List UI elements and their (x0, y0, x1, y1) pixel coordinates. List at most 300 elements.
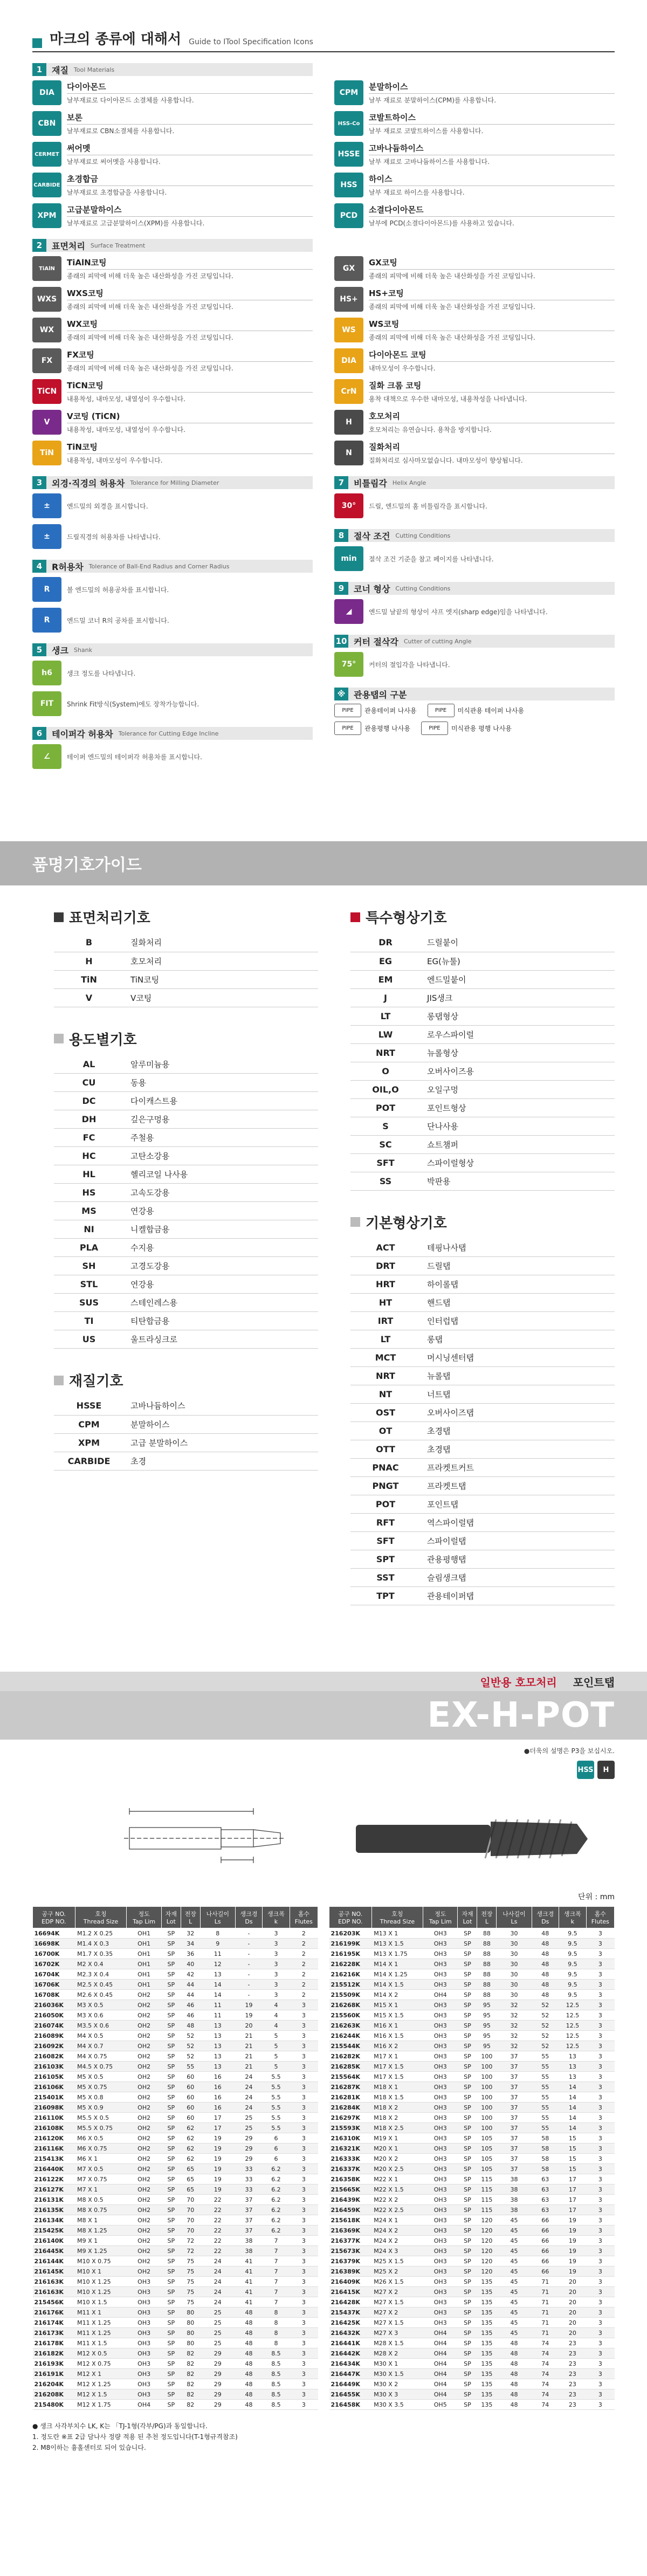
spec-badge-icon: R (32, 577, 61, 602)
table-cell: 70 (181, 2225, 200, 2236)
table-cell: OH4 (423, 2359, 458, 2369)
table-cell: 3 (586, 2297, 614, 2307)
table-cell: 7 (263, 2246, 290, 2256)
table-row (329, 2000, 615, 2010)
table-cell: OH2 (127, 2174, 161, 2185)
table-cell: SP (161, 2010, 181, 2021)
table-cell: 216163K (33, 2287, 75, 2297)
code-guide-section (0, 841, 647, 1672)
table-cell: 100 (477, 2082, 497, 2092)
table-cell: 23 (559, 2359, 587, 2369)
table-cell: 88 (477, 1980, 497, 1990)
column-header: 정도 Tap Lim (127, 1907, 161, 1928)
legend-row-body (61, 616, 313, 625)
code-key: CU (54, 1074, 124, 1092)
table-cell: 80 (181, 2307, 200, 2318)
table-cell: 216228K (329, 1959, 372, 1969)
legend-group (32, 727, 313, 770)
table-cell: SP (161, 2174, 181, 2185)
code-value: 뉴롤탭 (421, 1367, 615, 1385)
table-cell: SP (161, 2205, 181, 2215)
table-cell: 65 (181, 2185, 200, 2195)
legend-item-desc: 엔드밀 코너 R의 공차를 표시합니다. (67, 616, 169, 624)
table-cell: 216216K (329, 1969, 372, 1980)
table-row (329, 2225, 615, 2236)
spec-badge-icon: WX (32, 318, 61, 342)
code-value: 오일구멍 (421, 1080, 615, 1098)
code-value: 테핑나사탭 (421, 1239, 615, 1257)
table-cell: OH3 (423, 2174, 458, 2185)
pipe-item-text: 관용테이퍼 나사용 (364, 707, 417, 715)
legend-item-name: TiCN코팅 (67, 380, 313, 393)
table-cell: OH4 (423, 2348, 458, 2359)
header-row (33, 1907, 318, 1928)
column-header: 자재 Lot (161, 1907, 181, 1928)
legend-row-body (363, 660, 615, 669)
legend-group (32, 476, 313, 550)
legend-row-body (61, 380, 313, 403)
table-cell: 32 (181, 1928, 200, 1939)
table-cell: 135 (477, 2359, 497, 2369)
table-cell: 74 (532, 2379, 559, 2389)
table-cell: SP (458, 2164, 477, 2174)
table-cell: 3 (586, 2307, 614, 2318)
table-cell: M15 X 1.5 (371, 2010, 423, 2021)
code-value: 수지용 (124, 1239, 318, 1257)
table-cell: 216144K (33, 2256, 75, 2266)
table-cell: 19 (559, 2256, 587, 2266)
table-cell: 72 (181, 2236, 200, 2246)
code-row (350, 952, 615, 970)
code-row (350, 1275, 615, 1294)
spec-badge-icon: ± (32, 524, 61, 549)
table-cell: OH2 (127, 2154, 161, 2164)
table-cell: 3 (290, 2082, 318, 2092)
legend-item-desc: 생크 정도를 나타냅니다. (67, 669, 136, 677)
table-cell: 3 (586, 2174, 614, 2185)
table-cell: 48 (235, 2348, 262, 2359)
table-cell: 74 (532, 2389, 559, 2400)
table-cell: - (235, 1990, 262, 2000)
table-cell: - (235, 1969, 262, 1980)
table-cell: 216297K (329, 2113, 372, 2123)
table-row (329, 2041, 615, 2051)
footnote: 2. M8이하는 흉홀센터로 되어 있습니다. (32, 2444, 146, 2451)
guide-title: 품명기호가이드 (32, 856, 142, 875)
table-cell: 16 (200, 2082, 235, 2092)
table-cell: 19 (559, 2236, 587, 2246)
table-row (33, 2041, 318, 2051)
table-cell: - (235, 1949, 262, 1959)
table-cell: 3 (586, 2021, 614, 2031)
table-cell: 7 (263, 2277, 290, 2287)
table-cell: M18 X 1.5 (371, 2092, 423, 2103)
table-cell: SP (161, 2246, 181, 2256)
table-cell: 29 (200, 2389, 235, 2400)
table-cell: 8.5 (263, 2389, 290, 2400)
table-cell: 3 (586, 2266, 614, 2277)
table-cell: 62 (181, 2123, 200, 2133)
table-row (329, 1959, 615, 1969)
legend-row (32, 141, 313, 168)
table-cell: 216244K (329, 2031, 372, 2041)
table-row (329, 2133, 615, 2144)
table-cell: 13 (200, 2041, 235, 2051)
table-cell: - (235, 1959, 262, 1969)
table-cell: 33 (235, 2185, 262, 2195)
table-cell: 12.5 (559, 2010, 587, 2021)
table-cell: 8 (200, 1928, 235, 1939)
table-cell: M24 X 1 (371, 2215, 423, 2225)
table-cell: 3 (290, 2062, 318, 2072)
table-cell: 100 (477, 2051, 497, 2062)
table-row (329, 1980, 615, 1990)
table-cell: 9.5 (559, 1928, 587, 1939)
table-cell: SP (458, 2072, 477, 2082)
table-cell: 66 (532, 2266, 559, 2277)
table-cell: 24 (235, 2092, 262, 2103)
icon-legend-section (0, 0, 647, 841)
legend-item-name: 초경합금 (67, 173, 313, 186)
table-cell: M12 X 1.25 (75, 2379, 127, 2389)
table-row (33, 2072, 318, 2082)
table-cell: 8 (263, 2318, 290, 2328)
table-row (33, 2205, 318, 2215)
table-cell: SP (161, 2236, 181, 2246)
guide-right-column (350, 907, 615, 1627)
table-row (329, 2195, 615, 2205)
table-cell: 13 (559, 2051, 587, 2062)
table-cell: SP (458, 2185, 477, 2195)
code-key: TI (54, 1312, 124, 1330)
table-cell: 95 (477, 2000, 497, 2010)
code-row (350, 1294, 615, 1312)
table-cell: 216389K (329, 2266, 372, 2277)
code-row (54, 1433, 318, 1452)
table-cell: 8 (263, 2328, 290, 2338)
table-cell: M13 X 1 (371, 1928, 423, 1939)
table-cell: 22 (200, 2215, 235, 2225)
group-header (334, 688, 615, 700)
code-value: 깊은구멍용 (124, 1110, 318, 1129)
table-cell: 120 (477, 2246, 497, 2256)
table-cell: 135 (477, 2369, 497, 2379)
group-title: 표면처리 (52, 241, 85, 251)
table-cell: 4 (263, 2010, 290, 2021)
code-row (350, 1257, 615, 1275)
tap-diagram-icon (32, 1790, 615, 1887)
table-cell: 216459K (329, 2205, 372, 2215)
table-cell: SP (458, 2031, 477, 2041)
special-shape-section (350, 907, 615, 1191)
code-value: 울트라싱크로 (124, 1330, 318, 1349)
table-cell: M18 X 2.5 (371, 2123, 423, 2133)
code-value: JIS생크 (421, 988, 615, 1007)
pipe-tag-icon: PIPE (334, 704, 361, 717)
code-row (350, 1117, 615, 1135)
group-number: 3 (32, 476, 46, 489)
legend-row (334, 545, 615, 572)
table-cell: 17 (559, 2185, 587, 2195)
code-key: HSSE (54, 1397, 124, 1415)
pipe-tag-icon: PIPE (421, 722, 448, 735)
legend-row (32, 409, 313, 436)
table-cell: M8 X 1.25 (75, 2225, 127, 2236)
legend-row-body (363, 410, 615, 434)
group-number: 5 (32, 643, 46, 656)
table-row (329, 1949, 615, 1959)
table-cell: M11 X 1 (75, 2307, 127, 2318)
table-cell: 71 (532, 2328, 559, 2338)
legend-item-desc: 날부 재료로 고바나듐하이스를 사용합니다. (369, 158, 490, 166)
code-row (350, 1007, 615, 1025)
code-key: LW (350, 1025, 421, 1043)
table-cell: OH2 (127, 2092, 161, 2103)
table-cell: OH3 (423, 1969, 458, 1980)
spec-badge-icon: TiAlN (32, 256, 61, 281)
table-cell: M14 X 2 (371, 1990, 423, 2000)
table-cell: OH1 (127, 1928, 161, 1939)
table-cell: 14 (200, 1980, 235, 1990)
table-cell: 3 (586, 2195, 614, 2205)
table-cell: 52 (532, 2010, 559, 2021)
table-cell: SP (458, 2113, 477, 2123)
code-row (54, 1312, 318, 1330)
table-cell: 14 (559, 2082, 587, 2092)
table-cell: 19 (559, 2246, 587, 2256)
legend-group (32, 239, 313, 466)
spec-badge-icon: ◢ (334, 599, 363, 624)
table-cell: M10 X 1.5 (75, 2297, 127, 2307)
table-cell: M6 X 1 (75, 2154, 127, 2164)
table-row (329, 2051, 615, 2062)
legend-item-desc: 날부에 PCD(소결다이아몬드)를 사용하고 있습니다. (369, 219, 514, 227)
table-cell: 88 (477, 1949, 497, 1959)
table-cell: 216131K (33, 2195, 75, 2205)
table-cell: 23 (559, 2379, 587, 2389)
table-cell: SP (458, 2287, 477, 2297)
product-note: ●더욱의 설명은 P3을 보십시오. (524, 1747, 615, 1755)
code-value: 오버사이즈탭 (421, 1404, 615, 1422)
group-title: 관용탭의 구분 (354, 689, 407, 700)
table-row (329, 2021, 615, 2031)
table-cell: 216425K (329, 2318, 372, 2328)
legend-item-desc: 날부 재료로 코발트하이스를 사용합니다. (369, 127, 484, 135)
table-cell: SP (161, 2123, 181, 2133)
code-key: S (350, 1117, 421, 1135)
table-cell: 45 (497, 2246, 532, 2256)
special-shape-table (350, 933, 615, 1191)
legend-item-desc: 내마모성이 우수합니다. (369, 365, 436, 372)
table-cell: 3 (290, 2359, 318, 2369)
table-cell: 216195K (329, 1949, 372, 1959)
table-cell: 71 (532, 2318, 559, 2328)
table-row (33, 1928, 318, 1939)
table-cell: 8.5 (263, 2348, 290, 2359)
legend-row-body (61, 173, 313, 197)
table-cell: 216310K (329, 2133, 372, 2144)
table-cell: 135 (477, 2297, 497, 2307)
table-cell: 14 (559, 2123, 587, 2133)
table-cell: 88 (477, 1939, 497, 1949)
table-cell: 215564K (329, 2072, 372, 2082)
table-row (329, 2246, 615, 2256)
table-cell: 5.5 (263, 2123, 290, 2133)
table-cell: 55 (532, 2082, 559, 2092)
table-cell: 216191K (33, 2369, 75, 2379)
legend-item-desc: 내용착성, 내마모성이 우수합니다. (67, 457, 163, 464)
legend-group (334, 239, 615, 466)
table-cell: 42 (181, 1969, 200, 1980)
table-cell: 20 (559, 2277, 587, 2287)
group-subtitle: Tolerance for Cutting Edge Incline (118, 730, 219, 737)
table-cell: 15 (559, 2144, 587, 2154)
table-cell: M11 X 1.25 (75, 2318, 127, 2328)
table-cell: OH3 (423, 2021, 458, 2031)
spec-table-head (33, 1907, 318, 1928)
table-cell: 216127K (33, 2185, 75, 2195)
legend-row-body (363, 554, 615, 564)
table-cell: 32 (497, 2000, 532, 2010)
table-row (33, 2021, 318, 2031)
table-cell: 100 (477, 2113, 497, 2123)
table-cell: OH2 (127, 2082, 161, 2092)
legend-item-name: WX코팅 (67, 318, 313, 331)
table-row (33, 2113, 318, 2123)
table-row (329, 2348, 615, 2359)
table-cell: 14 (559, 2103, 587, 2113)
code-key: IRT (350, 1312, 421, 1330)
table-cell: 216409K (329, 2277, 372, 2287)
legend-row (32, 110, 313, 137)
legend-row-body (363, 112, 615, 135)
table-cell: SP (161, 2328, 181, 2338)
table-row (329, 2389, 615, 2400)
table-cell: 13 (200, 2021, 235, 2031)
legend-row (334, 110, 615, 137)
legend-item-desc: 드릴, 엔드밀의 홈 비틀림각을 표시합니다. (369, 502, 487, 510)
table-cell: SP (458, 2359, 477, 2369)
table-cell: SP (161, 1959, 181, 1969)
table-cell: SP (458, 2369, 477, 2379)
code-key: DR (350, 933, 421, 952)
table-cell: 37 (497, 2144, 532, 2154)
table-cell: OH1 (127, 1959, 161, 1969)
legend-row-body (363, 318, 615, 342)
legend-row (32, 492, 313, 519)
table-row (33, 1939, 318, 1949)
table-cell: 66 (532, 2215, 559, 2225)
legend-item-name: 다이아몬드 코팅 (369, 349, 615, 362)
code-value: 뉴롤형상 (421, 1043, 615, 1062)
table-cell: SP (458, 2010, 477, 2021)
table-cell: 62 (181, 2133, 200, 2144)
table-cell: 3 (290, 2328, 318, 2338)
legend-row-body (363, 287, 615, 311)
legend-row (334, 492, 615, 519)
table-cell: SP (161, 2256, 181, 2266)
legend-item-desc: Shrink Fit방식(System)에도 장착가능합니다. (67, 700, 199, 708)
table-cell: 216428K (329, 2297, 372, 2307)
table-cell: M5 X 0.75 (75, 2082, 127, 2092)
code-value: 초경탭 (421, 1440, 615, 1459)
table-cell: 216203K (329, 1928, 372, 1939)
group-number: 7 (334, 476, 348, 489)
table-cell: M12 X 1 (75, 2369, 127, 2379)
table-row (329, 2328, 615, 2338)
table-cell: 3 (586, 2031, 614, 2041)
table-row (329, 2113, 615, 2123)
table-cell: 7 (263, 2236, 290, 2246)
table-cell: OH3 (423, 2062, 458, 2072)
column-header: 자재 Lot (458, 1907, 477, 1928)
legend-item-desc: 커터의 절입각을 나타냅니다. (369, 661, 450, 669)
table-cell: OH3 (423, 2215, 458, 2225)
code-key: OIL,O (350, 1080, 421, 1098)
table-row (33, 2103, 318, 2113)
surface-code-section (54, 907, 318, 1007)
table-cell: 29 (235, 2144, 262, 2154)
table-cell: 48 (235, 2328, 262, 2338)
table-cell: SP (161, 2185, 181, 2195)
table-row (329, 2174, 615, 2185)
table-cell: 37 (497, 2092, 532, 2103)
legend-row (32, 171, 313, 198)
table-cell: 7 (263, 2297, 290, 2307)
table-cell: 13 (559, 2072, 587, 2082)
table-row (329, 2318, 615, 2328)
legend-row-body (61, 142, 313, 166)
legend-row (32, 607, 313, 634)
pipe-group (334, 688, 615, 735)
table-cell: 3 (290, 2123, 318, 2133)
table-cell: 48 (532, 1969, 559, 1980)
table-row (33, 2256, 318, 2266)
table-cell: 120 (477, 2266, 497, 2277)
group-subtitle: Tolerance for Milling Diameter (130, 479, 219, 486)
code-key: HC (54, 1147, 124, 1165)
legend-item-desc: 테이퍼 엔드밀의 테이퍼각 허용차를 표시합니다. (67, 753, 202, 761)
code-key: H (54, 952, 124, 970)
table-cell: SP (161, 2318, 181, 2328)
legend-row-body (363, 607, 615, 616)
legend-item-desc: 날부재료로 CBN소결체를 사용합니다. (67, 127, 175, 135)
code-key: MS (54, 1202, 124, 1220)
legend-item-desc: 엔드밀 날끝의 형상이 샤프 엣지(sharp edge)임을 나타냅니다. (369, 608, 548, 616)
table-cell: 2 (290, 1959, 318, 1969)
table-row (33, 1990, 318, 2000)
table-cell: 52 (181, 2041, 200, 2051)
table-cell: OH3 (423, 1949, 458, 1959)
table-row (33, 2051, 318, 2062)
table-cell: M18 X 1 (371, 2082, 423, 2092)
table-cell: OH4 (423, 1990, 458, 2000)
section-square-icon (350, 912, 360, 922)
column-header: 나사길이 Ls (497, 1907, 532, 1928)
spec-badge-icon: FX (32, 348, 61, 373)
table-cell: 66 (532, 2225, 559, 2236)
table-cell: SP (161, 1939, 181, 1949)
table-cell: OH2 (127, 2062, 161, 2072)
legend-item-name: FX코팅 (67, 349, 313, 362)
table-cell: 216092K (33, 2041, 75, 2051)
table-cell: 216415K (329, 2287, 372, 2297)
table-cell: 75 (181, 2287, 200, 2297)
table-cell: 95 (477, 2041, 497, 2051)
table-cell: 216285K (329, 2062, 372, 2072)
table-cell: SP (458, 2389, 477, 2400)
table-cell: M28 X 1.5 (371, 2338, 423, 2348)
